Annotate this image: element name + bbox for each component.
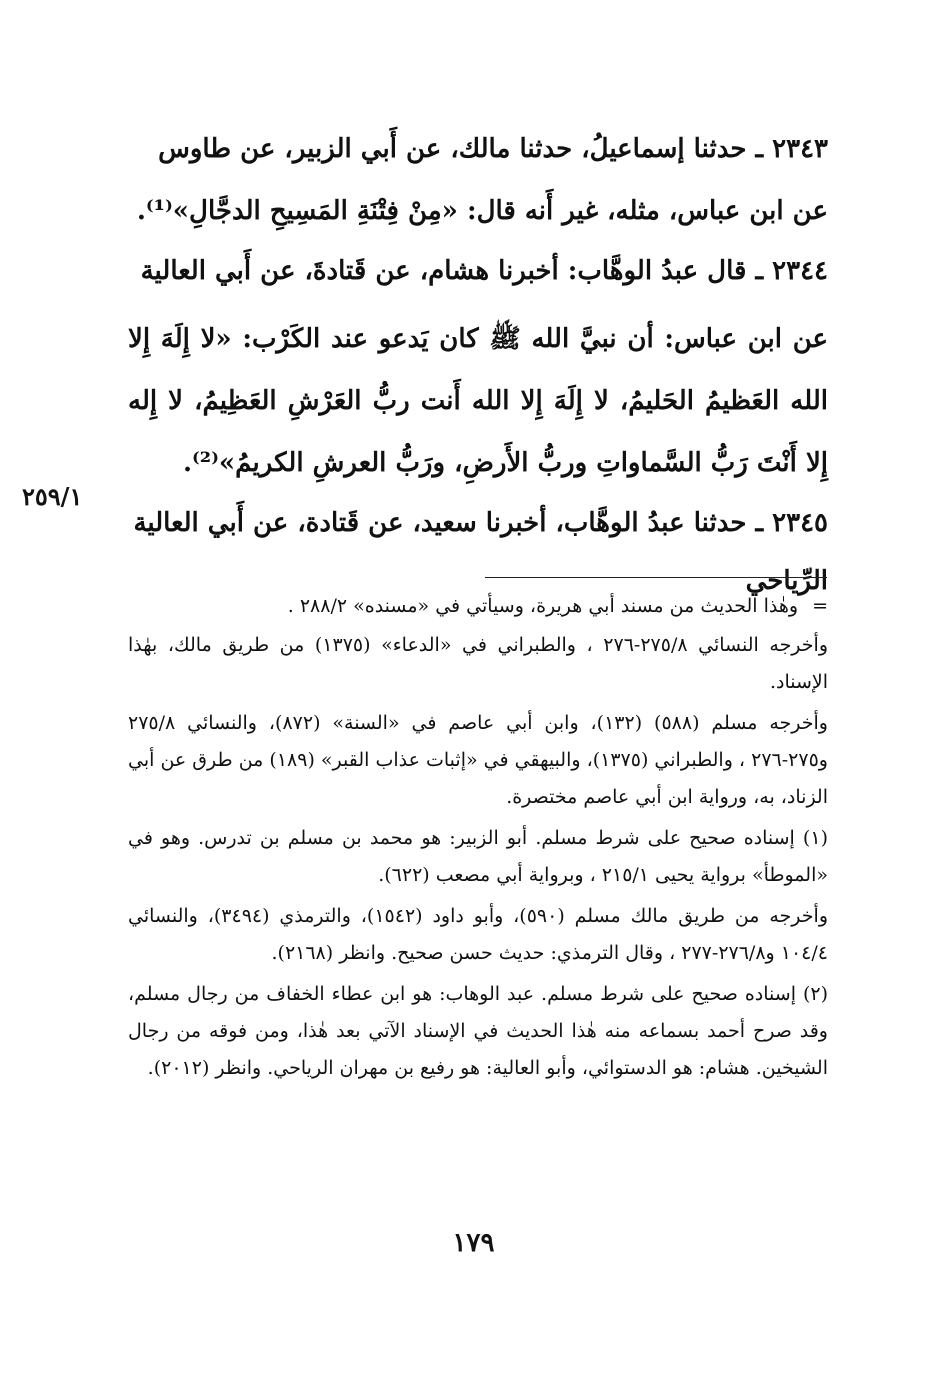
hadith-2345-line-1: ٢٣٤٥ ـ حدثنا عبدُ الوهَّاب، أخبرنا سعيد، عن قَتادة، عن أَبي العالية	[133, 508, 828, 538]
footnote-continuation-1	[128, 588, 828, 625]
margin-volume-page-reference: ٢٥٩/١	[22, 482, 83, 511]
footnote-1-continued: وأخرجه من طريق مالك مسلم (٥٩٠)، وأبو داود (١٥٤٢)، والترمذي (٣٤٩٤)، والنسائي ١٠٤/٤ و٢٧٦/٨-٢٧٧ ، وقال الترمذي: حديث حسن صحيح. وانظر (٢١٦٨).	[128, 905, 828, 964]
hadith-text-block	[128, 118, 828, 610]
continuation-mark: =	[812, 595, 828, 617]
footnote-separator-line	[485, 577, 827, 578]
footnote-continuation-1-text: وهٰذا الحديث من مسند أبي هريرة، وسيأتي في «مسنده» ٢٨٨/٢ .	[287, 595, 799, 617]
page-number: ١٧٩	[452, 1228, 495, 1258]
hadith-2345-line-2: الرِّياحي	[745, 566, 828, 596]
hadith-2343-line-1: ٢٣٤٣ ـ حدثنا إسماعيلُ، حدثنا مالك، عن أَبي الزبير، عن طاوس	[158, 134, 828, 164]
footnote-continuation-2: وأخرجه النسائي ٢٧٥/٨-٢٧٦ ، والطبراني في «الدعاء» (١٣٧٥) من طريق مالك، بهٰذا الإسناد.	[128, 634, 828, 693]
hadith-2344-line-1: ٢٣٤٤ ـ قال عبدُ الوهَّاب: أخبرنا هشام، عن قَتادةَ، عن أَبي العالية	[140, 256, 828, 286]
footnotes-block	[128, 588, 828, 1091]
hadith-2343-line-2: عن ابن عباس، مثله، غير أَنه قال: «مِنْ فِتْنَةِ المَسِيحِ الدجَّالِ»⁽¹⁾.	[136, 196, 828, 226]
hadith-2344-body: عن ابن عباس: أن نبيَّ الله ﷺ كان يَدعو عند الكَرْب: «لا إِلَهَ إِلا الله العَظيمُ الحَليمُ، لا إِلَهَ إِلا الله أَنت ربُّ العَرْشِ العَظِيمُ، لا إِله إِلا أَنْتَ رَبُّ السَّماواتِ وربُّ الأَرضِ، ورَبُّ العرشِ الكريمُ»⁽²⁾.	[128, 324, 828, 478]
footnote-continuation-3: وأخرجه مسلم (٥٨٨) (١٣٢)، وابن أبي عاصم في «السنة» (٨٧٢)، والنسائي ٢٧٥/٨ و٢٧٥-٢٧٦ ، والطبراني (١٣٧٥)، والبيهقي في «إثبات عذاب القبر» (١٨٩) من طرق عن أبي الزناد، به، ورواية ابن أبي عاصم مختصرة.	[128, 712, 828, 808]
footnote-1: (١) إسناده صحيح على شرط مسلم. أبو الزبير: هو محمد بن مسلم بن تدرس. وهو في «الموطأ» برواية يحيى ٢١٥/١ ، وبرواية أبي مصعب (٦٢٢).	[128, 827, 828, 886]
footnote-2: (٢) إسناده صحيح على شرط مسلم. عبد الوهاب: هو ابن عطاء الخفاف من رجال مسلم، وقد صرح أحمد بسماعه منه هٰذا الحديث في الإسناد الآتي بعد هٰذا، ومن فوقه من رجال الشيخين. هشام: هو الدستوائي، وأبو العالية: هو رفيع بن مهران الرياحي. وانظر (٢٠١٢).	[128, 983, 828, 1079]
